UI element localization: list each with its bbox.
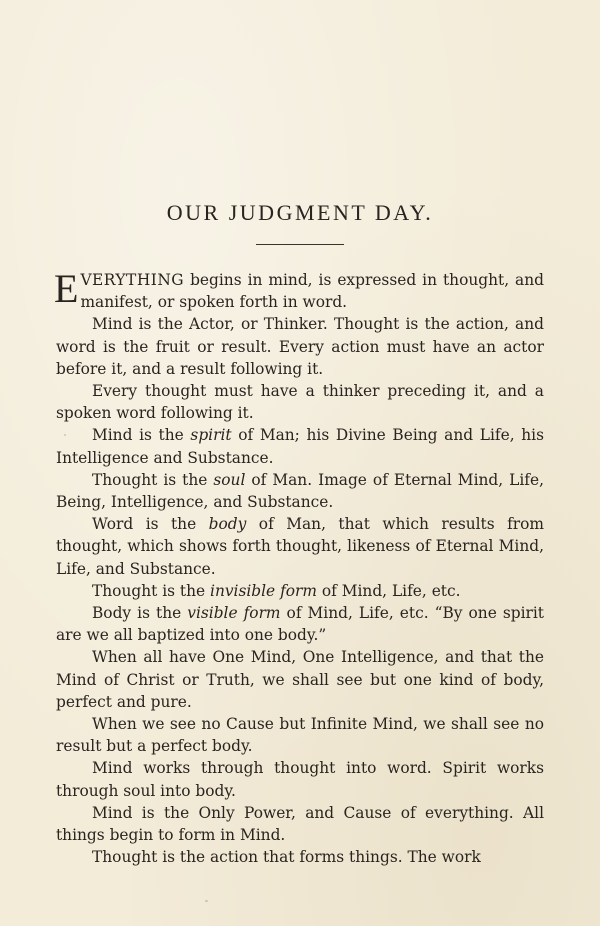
paragraph-5 [56,469,544,513]
paragraph-6-lead: Word is the [92,515,209,534]
paragraph-8 [56,602,544,646]
title-divider [256,244,344,245]
paragraph-4-tail: of Man; his Divine Being and Life, his Intelligence and Substance. [56,426,544,467]
opening-caps: VERYTHING [80,271,185,289]
emphasis-visible-form: visible form [187,604,281,623]
paragraph-11: Mind works through thought into word. Spirit works through soul into body. [56,759,544,800]
paragraph-3: Every thought must have a thinker preceding it, and a spoken word following it. [56,382,544,423]
paragraph-7 [56,580,544,602]
paragraph-12: Mind is the Only Power, and Cause of everything. All things begin to form in Mind. [56,803,544,845]
paragraph-1 [54,266,544,313]
chapter-body [54,266,545,868]
paper-speck [205,900,208,902]
paragraph-2: Mind is the Actor, or Thinker. Thought is the action, and word is the fruit or result. Every action must have an actor before it, and a result following it. [56,315,544,378]
paragraph-7-tail: of Mind, Life, etc. [316,581,461,600]
drop-cap: E [54,266,79,311]
paragraph-9: When all have One Mind, One Intelligence, and that the Mind of Christ or Truth, we shall see but one kind of body, perfect and pure. [56,648,544,711]
paragraph-10: When we see no Cause but Infinite Mind, we shall see no result but a perfect body. [56,715,544,756]
emphasis-body: body [208,515,247,534]
paragraph-13: Thought is the action that forms things. The work [92,848,481,867]
paper-speck [64,434,66,436]
paragraph-4 [56,424,544,468]
paragraph-8-lead: Body is the [92,604,188,623]
paragraph-6-tail: of Man, that which results from thought, which shows forth thought, likeness of Eternal Mind, Life, and Substance. [56,515,545,578]
paragraph-1-text: begins in mind, is expressed in thought, and manifest, or spoken forth in word. [80,271,544,312]
paragraph-4-lead: Mind is the [92,426,191,445]
paragraph-5-tail: of Man. Image of Eternal Mind, Life, Being, Intelligence, and Substance. [56,470,544,512]
paragraph-8-tail: of Mind, Life, etc. “By one spirit are we all baptized into one body.” [56,604,544,645]
emphasis-invisible-form: invisible form [210,581,317,600]
emphasis-spirit: spirit [190,426,232,445]
paragraph-7-lead: Thought is the [92,581,211,600]
chapter-title: OUR JUDGMENT DAY. [166,200,434,225]
paragraph-6 [56,513,544,580]
paragraph-5-lead: Thought is the [92,470,214,489]
emphasis-soul: soul [213,470,246,489]
